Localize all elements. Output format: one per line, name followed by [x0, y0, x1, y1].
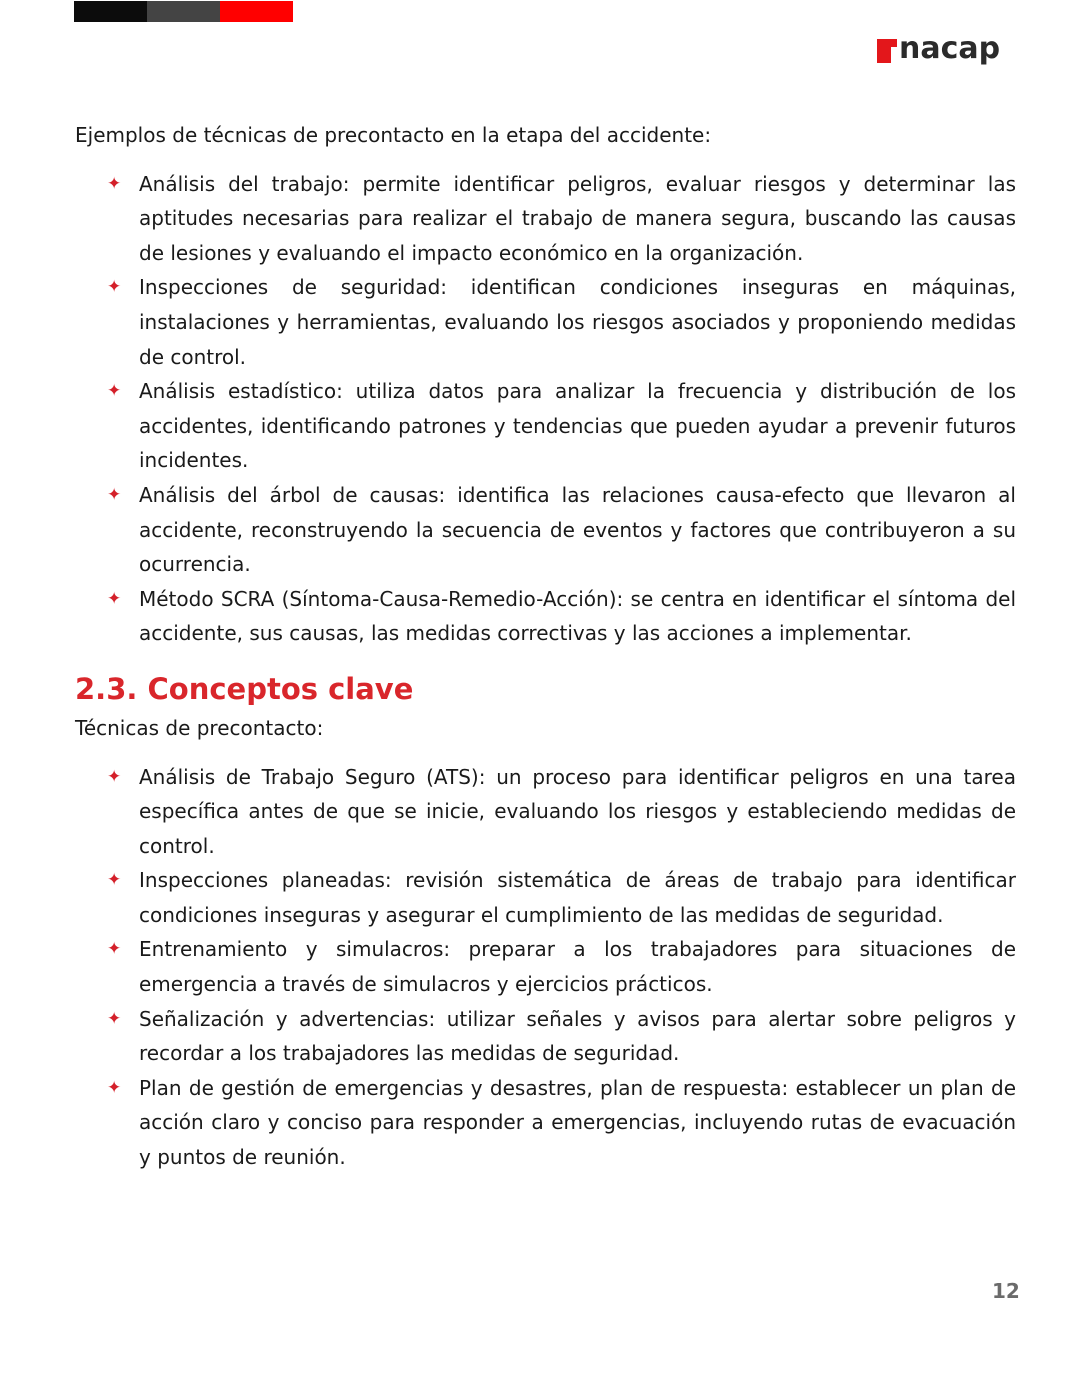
logo-mark-icon	[877, 39, 897, 63]
list-item: ✦ Inspecciones planeadas: revisión sistemática de áreas de trabajo para identificar condiciones inseguras y asegurar el cumplimiento de las medidas de seguridad.	[139, 863, 1016, 932]
section-heading: 2.3. Conceptos clave	[75, 671, 414, 706]
star-bullet-icon: ✦	[107, 277, 122, 298]
list-item: ✦ Análisis estadístico: utiliza datos para analizar la frecuencia y distribución de los accidentes, identificando patrones y tendencias que pueden ayudar a prevenir futuros incidentes.	[139, 374, 1016, 478]
color-bar-gray	[147, 1, 220, 22]
star-bullet-icon: ✦	[107, 381, 122, 402]
header-color-bar	[74, 1, 293, 22]
list-item: ✦ Método SCRA (Síntoma-Causa-Remedio-Acción): se centra en identificar el síntoma del accidente, sus causas, las medidas correctivas y las acciones a implementar.	[139, 582, 1016, 651]
list-item: ✦ Análisis del trabajo: permite identificar peligros, evaluar riesgos y determinar las aptitudes necesarias para realizar el trabajo de manera segura, buscando las causas de lesiones y evaluando el impacto económico en la organización.	[139, 167, 1016, 271]
list-item: ✦ Señalización y advertencias: utilizar señales y avisos para alertar sobre peligros y recordar a los trabajadores las medidas de seguridad.	[139, 1002, 1016, 1071]
star-bullet-icon: ✦	[107, 588, 122, 609]
precontact-techniques-list	[75, 760, 1016, 1175]
inacap-logo	[877, 31, 1001, 66]
list-item: ✦ Plan de gestión de emergencias y desastres, plan de respuesta: establecer un plan de acción claro y conciso para responder a emergencias, incluyendo rutas de evacuación y puntos de reunión.	[139, 1071, 1016, 1175]
precontact-accident-list	[75, 167, 1016, 651]
star-bullet-icon: ✦	[107, 1008, 122, 1029]
section1-intro: Ejemplos de técnicas de precontacto en la etapa del accidente:	[75, 123, 712, 147]
color-bar-red	[220, 1, 293, 22]
logo-text: nacap	[899, 31, 1001, 66]
list-item: ✦ Inspecciones de seguridad: identifican condiciones inseguras en máquinas, instalaciones y herramientas, evaluando los riesgos asociados y proponiendo medidas de control.	[139, 270, 1016, 374]
star-bullet-icon: ✦	[107, 1077, 122, 1098]
star-bullet-icon: ✦	[107, 766, 122, 787]
star-bullet-icon: ✦	[107, 939, 122, 960]
page-content	[75, 118, 1016, 1175]
page-number: 12	[992, 1279, 1020, 1303]
list-item: ✦ Análisis de Trabajo Seguro (ATS): un proceso para identificar peligros en una tarea específica antes de que se inicie, evaluando los riesgos y estableciendo medidas de control.	[139, 760, 1016, 864]
list-item: ✦ Análisis del árbol de causas: identifica las relaciones causa-efecto que llevaron al accidente, reconstruyendo la secuencia de eventos y factores que contribuyeron a su ocurrencia.	[139, 478, 1016, 582]
star-bullet-icon: ✦	[107, 870, 122, 891]
color-bar-black	[74, 1, 147, 22]
star-bullet-icon: ✦	[107, 173, 122, 194]
list-item: ✦ Entrenamiento y simulacros: preparar a los trabajadores para situaciones de emergencia a través de simulacros y ejercicios prácticos.	[139, 932, 1016, 1001]
section2-intro: Técnicas de precontacto:	[75, 715, 324, 740]
star-bullet-icon: ✦	[107, 484, 122, 505]
